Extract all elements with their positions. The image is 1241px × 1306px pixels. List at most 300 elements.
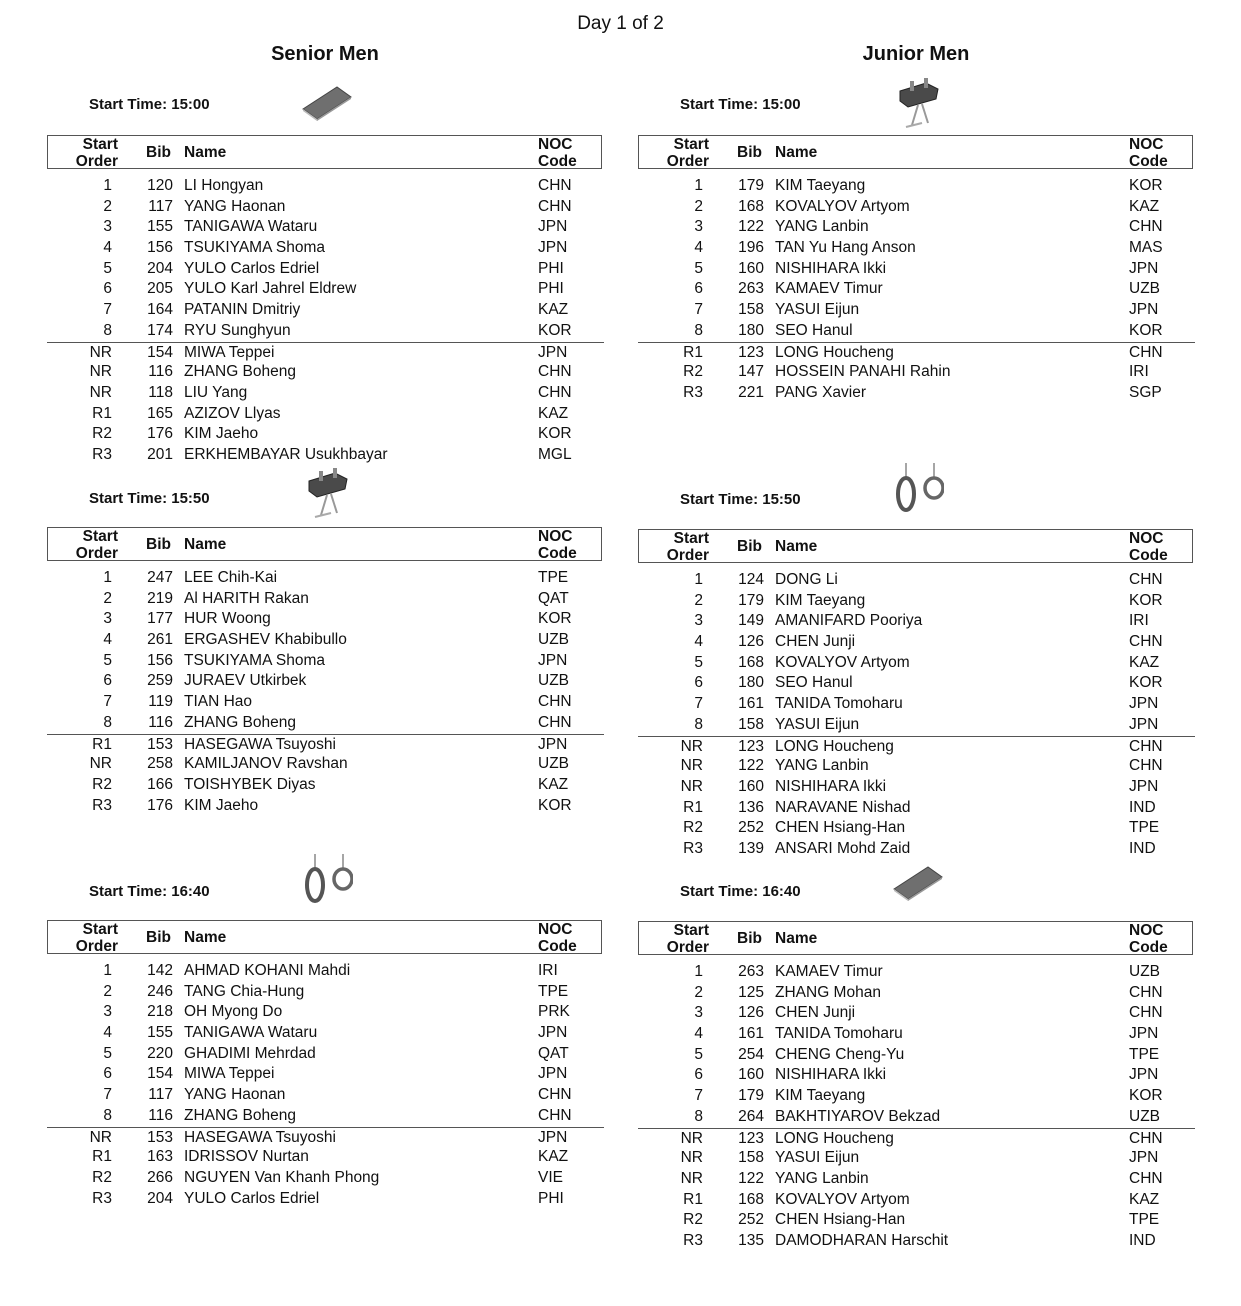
table-row [47, 982, 604, 1003]
noc-code: SGP [1129, 383, 1162, 401]
bib-number: 139 [738, 839, 764, 857]
bib-number: 180 [738, 321, 764, 339]
noc-code: PHI [538, 259, 564, 277]
noc-code: IND [1129, 798, 1156, 816]
start-order: 7 [103, 301, 112, 319]
header-start-order [639, 136, 709, 170]
table-row [638, 1107, 1195, 1128]
start-list [638, 570, 1195, 860]
bib-number: 259 [147, 672, 173, 690]
header-order-label: Order [75, 938, 118, 955]
table-row [638, 839, 1195, 860]
start-time: Start Time: 15:00 [680, 96, 801, 113]
table-header [638, 529, 1193, 563]
header-name: Name [184, 536, 227, 553]
table-row [638, 736, 1195, 757]
bib-number: 258 [147, 755, 173, 773]
athlete-name: LONG Houcheng [775, 343, 894, 361]
header-start-order [48, 136, 118, 170]
header-start-label: Start [82, 136, 118, 153]
table-row [47, 238, 604, 259]
header-start-order [48, 528, 118, 562]
start-order: 8 [694, 1107, 703, 1125]
athlete-name: DAMODHARAN Harschit [775, 1231, 949, 1249]
bib-number: 160 [738, 259, 764, 277]
table-row [638, 756, 1195, 777]
table-row [47, 692, 604, 713]
athlete-name: ZHANG Mohan [775, 983, 881, 1001]
athlete-name: ZHANG Boheng [184, 713, 296, 731]
start-order: 8 [103, 713, 112, 731]
start-order: NR [680, 757, 703, 775]
header-start-label: Start [673, 136, 709, 153]
start-order: NR [680, 737, 703, 755]
start-order: 1 [694, 571, 703, 588]
header-noc-label: NOC [538, 921, 573, 938]
noc-code: KAZ [1129, 197, 1160, 215]
bib-number: 120 [147, 177, 173, 194]
noc-code: QAT [538, 1044, 569, 1062]
bib-number: 176 [147, 425, 173, 443]
athlete-name: PANG Xavier [775, 383, 867, 401]
noc-code: CHN [538, 197, 572, 215]
noc-code: CHN [538, 383, 572, 401]
table-row [638, 1128, 1195, 1149]
start-order: 3 [103, 610, 112, 628]
noc-code: KOR [538, 321, 572, 339]
bib-number: 204 [147, 1189, 173, 1207]
noc-code: PHI [538, 280, 564, 298]
header-code-label: Code [538, 153, 577, 170]
header-order-label: Order [75, 545, 118, 562]
header-noc-code [538, 528, 577, 562]
athlete-name: OH Myong Do [184, 1003, 283, 1021]
noc-code: KOR [538, 425, 572, 443]
table-row [638, 673, 1195, 694]
bib-number: 221 [738, 383, 764, 401]
table-row [638, 715, 1195, 736]
start-order: R3 [92, 796, 112, 814]
rings-icon [297, 854, 353, 913]
table-row [47, 197, 604, 218]
start-order: 3 [694, 1004, 703, 1022]
athlete-name: CHEN Hsiang-Han [775, 819, 906, 837]
noc-code: KAZ [538, 404, 569, 422]
bib-number: 153 [147, 735, 173, 753]
noc-code: JPN [1129, 695, 1159, 713]
floor-icon [890, 863, 946, 908]
noc-code: QAT [538, 589, 569, 607]
athlete-name: YANG Lanbin [775, 1169, 869, 1187]
athlete-name: MIWA Teppei [184, 1065, 275, 1083]
bib-number: 122 [738, 757, 764, 775]
athlete-name: NISHIHARA Ikki [775, 1066, 887, 1084]
table-row [47, 300, 604, 321]
noc-code: UZB [1129, 1107, 1160, 1125]
header-noc-label: NOC [538, 528, 573, 545]
table-row [47, 259, 604, 280]
bib-number: 153 [147, 1128, 173, 1146]
table-row [47, 1064, 604, 1085]
bib-number: 168 [738, 653, 764, 671]
athlete-name: YULO Carlos Edriel [184, 1189, 320, 1207]
bib-number: 158 [738, 1149, 764, 1167]
start-order: 8 [694, 321, 703, 339]
noc-code: IND [1129, 839, 1156, 857]
start-order: 8 [694, 715, 703, 733]
table-row [47, 775, 604, 796]
start-order: R3 [683, 1231, 703, 1249]
athlete-name: ERKHEMBAYAR Usukhbayar [184, 445, 388, 463]
bib-number: 147 [738, 363, 764, 381]
athlete-name: RYU Sunghyun [184, 321, 291, 339]
athlete-name: KAMILJANOV Ravshan [184, 755, 348, 773]
table-row [638, 632, 1195, 653]
start-order: 4 [694, 1025, 703, 1043]
table-row [47, 1002, 604, 1023]
noc-code: CHN [1129, 983, 1163, 1001]
noc-code: CHN [1129, 1129, 1163, 1147]
bib-number: 179 [738, 177, 764, 194]
athlete-name: TOISHYBEK Diyas [184, 775, 316, 793]
noc-code: CHN [1129, 343, 1163, 361]
athlete-name: TANIDA Tomoharu [775, 1025, 903, 1043]
noc-code: IRI [1129, 363, 1149, 381]
athlete-name: TANIDA Tomoharu [775, 695, 903, 713]
noc-code: CHN [538, 1086, 572, 1104]
bib-number: 164 [147, 301, 173, 319]
bib-number: 126 [738, 633, 764, 651]
bib-number: 179 [738, 1087, 764, 1105]
start-order: NR [89, 1128, 112, 1146]
start-order: 1 [694, 963, 703, 980]
start-order: 3 [103, 218, 112, 236]
noc-code: TPE [1129, 1211, 1160, 1229]
start-order: 5 [103, 259, 112, 277]
athlete-name: AMANIFARD Pooriya [775, 612, 923, 630]
header-name: Name [184, 144, 227, 161]
noc-code: KOR [1129, 591, 1163, 609]
table-row [47, 961, 604, 982]
athlete-name: YANG Haonan [184, 1086, 286, 1104]
start-order: R1 [683, 798, 703, 816]
table-row [638, 217, 1195, 238]
bib-number: 154 [147, 343, 173, 361]
junior-men-title: Junior Men [862, 43, 970, 65]
table-row [638, 1210, 1195, 1231]
athlete-name: AZIZOV Llyas [184, 404, 281, 422]
athlete-name: TANG Chia-Hung [184, 982, 305, 1000]
athlete-name: YASUI Eijun [775, 301, 860, 319]
header-start-label: Start [673, 922, 709, 939]
table-row [47, 383, 604, 404]
bib-number: 205 [147, 280, 173, 298]
start-order: NR [680, 1129, 703, 1147]
table-row [47, 176, 604, 197]
bib-number: 117 [148, 197, 173, 215]
table-row [47, 734, 604, 755]
athlete-name: HUR Woong [184, 610, 271, 628]
start-order: R3 [683, 839, 703, 857]
noc-code: JPN [538, 239, 568, 257]
noc-code: KOR [538, 796, 572, 814]
table-row [47, 754, 604, 775]
start-order: 7 [694, 301, 703, 319]
start-order: 4 [694, 633, 703, 651]
start-order: NR [89, 343, 112, 361]
noc-code: KAZ [1129, 1190, 1160, 1208]
header-code-label: Code [538, 938, 577, 955]
start-order: 4 [103, 631, 112, 649]
start-order: NR [680, 1149, 703, 1167]
bib-number: 119 [148, 693, 173, 711]
table-row [47, 445, 604, 466]
bib-number: 219 [147, 589, 173, 607]
header-name: Name [775, 930, 818, 947]
bib-number: 180 [738, 674, 764, 692]
noc-code: UZB [538, 755, 569, 773]
noc-code: JPN [538, 218, 568, 236]
noc-code: UZB [538, 672, 569, 690]
athlete-name: IDRISSOV Nurtan [184, 1148, 309, 1166]
table-row [47, 589, 604, 610]
athlete-name: LONG Houcheng [775, 737, 894, 755]
start-order: 2 [694, 983, 703, 1001]
bib-number: 156 [147, 651, 173, 669]
header-start-label: Start [82, 528, 118, 545]
athlete-name: LI Hongyan [184, 177, 264, 194]
start-time: Start Time: 16:40 [89, 883, 210, 900]
bib-number: 158 [738, 715, 764, 733]
table-header [47, 527, 602, 561]
table-row [47, 1023, 604, 1044]
header-order-label: Order [666, 939, 709, 956]
athlete-name: JURAEV Utkirbek [184, 672, 307, 690]
noc-code: JPN [538, 651, 568, 669]
table-row [638, 259, 1195, 280]
table-row [47, 568, 604, 589]
table-row [638, 1190, 1195, 1211]
table-row [638, 321, 1195, 342]
athlete-name: YULO Carlos Edriel [184, 259, 320, 277]
bib-number: 154 [147, 1065, 173, 1083]
start-order: 6 [694, 674, 703, 692]
start-order: R2 [92, 775, 112, 793]
start-order: 3 [103, 1003, 112, 1021]
bib-number: 160 [738, 777, 764, 795]
noc-code: PRK [538, 1003, 570, 1021]
start-list [47, 176, 604, 466]
bib-number: 122 [738, 1169, 764, 1187]
table-row [638, 570, 1195, 591]
start-order: 5 [103, 651, 112, 669]
table-row [638, 591, 1195, 612]
start-order: 8 [103, 321, 112, 339]
table-row [47, 1127, 604, 1148]
athlete-name: MIWA Teppei [184, 343, 275, 361]
bib-number: 116 [148, 713, 173, 731]
table-row [638, 983, 1195, 1004]
table-row [47, 279, 604, 300]
bib-number: 263 [738, 963, 764, 980]
table-row [47, 630, 604, 651]
bib-number: 252 [738, 1211, 764, 1229]
table-row [638, 1003, 1195, 1024]
bib-number: 158 [738, 301, 764, 319]
athlete-name: TANIGAWA Wataru [184, 218, 318, 236]
table-row [47, 362, 604, 383]
noc-code: KAZ [538, 301, 569, 319]
floor-icon [299, 83, 355, 128]
table-row [47, 424, 604, 445]
bib-number: 247 [147, 569, 173, 586]
start-order: R2 [92, 425, 112, 443]
athlete-name: KIM Taeyang [775, 177, 866, 194]
table-row [638, 362, 1195, 383]
start-order: R2 [92, 1168, 112, 1186]
table-row [47, 1168, 604, 1189]
start-list [47, 961, 604, 1209]
start-order: 6 [103, 280, 112, 298]
bib-number: 160 [738, 1066, 764, 1084]
start-order: 1 [103, 177, 112, 194]
noc-code: JPN [538, 735, 568, 753]
table-row [638, 1065, 1195, 1086]
header-code-label: Code [538, 545, 577, 562]
start-order: 2 [694, 591, 703, 609]
start-order: NR [89, 383, 112, 401]
athlete-name: KIM Taeyang [775, 591, 866, 609]
start-order: 4 [694, 239, 703, 257]
start-order: R1 [92, 735, 112, 753]
table-row [638, 342, 1195, 363]
start-time: Start Time: 15:50 [89, 490, 210, 507]
noc-code: CHN [1129, 218, 1163, 236]
noc-code: CHN [1129, 633, 1163, 651]
athlete-name: KAMAEV Timur [775, 963, 883, 980]
start-order: 6 [103, 1065, 112, 1083]
athlete-name: KIM Jaeho [184, 425, 259, 443]
table-row [47, 404, 604, 425]
table-row [638, 1086, 1195, 1107]
table-row [47, 217, 604, 238]
start-order: 7 [103, 693, 112, 711]
noc-code: JPN [538, 1128, 568, 1146]
noc-code: IRI [1129, 612, 1149, 630]
noc-code: KOR [538, 610, 572, 628]
athlete-name: HASEGAWA Tsuyoshi [184, 735, 336, 753]
athlete-name: KIM Jaeho [184, 796, 259, 814]
table-row [47, 651, 604, 672]
noc-code: UZB [1129, 280, 1160, 298]
bib-number: 264 [738, 1107, 764, 1125]
start-order: NR [89, 363, 112, 381]
start-order: 1 [103, 962, 112, 979]
athlete-name: TSUKIYAMA Shoma [184, 239, 325, 257]
bib-number: 149 [738, 612, 764, 630]
athlete-name: YASUI Eijun [775, 715, 860, 733]
bib-number: 263 [738, 280, 764, 298]
start-order: 8 [103, 1106, 112, 1124]
noc-code: KOR [1129, 321, 1163, 339]
athlete-name: KIM Taeyang [775, 1087, 866, 1105]
noc-code: PHI [538, 1189, 564, 1207]
start-order: 5 [103, 1044, 112, 1062]
header-noc-code [1129, 136, 1168, 170]
athlete-name: CHEN Junji [775, 633, 856, 651]
noc-code: TPE [538, 569, 569, 586]
start-order: R3 [683, 383, 703, 401]
bib-number: 176 [147, 796, 173, 814]
bib-number: 179 [738, 591, 764, 609]
noc-code: KOR [1129, 1087, 1163, 1105]
bib-number: 168 [738, 1190, 764, 1208]
bib-number: 123 [738, 343, 764, 361]
athlete-name: DONG Li [775, 571, 838, 588]
noc-code: CHN [1129, 737, 1163, 755]
header-start-order [639, 530, 709, 564]
bib-number: 117 [148, 1086, 173, 1104]
noc-code: IRI [538, 962, 558, 979]
table-row [638, 962, 1195, 983]
header-bib: Bib [737, 538, 762, 555]
start-order: 4 [103, 239, 112, 257]
bib-number: 142 [147, 962, 173, 979]
noc-code: JPN [1129, 777, 1159, 795]
bib-number: 118 [148, 383, 173, 401]
table-header [47, 920, 602, 954]
table-row [47, 1085, 604, 1106]
athlete-name: LONG Houcheng [775, 1129, 894, 1147]
start-order: 7 [694, 695, 703, 713]
noc-code: TPE [1129, 819, 1160, 837]
start-order: R2 [683, 363, 703, 381]
bib-number: 254 [738, 1045, 764, 1063]
start-time: Start Time: 16:40 [680, 883, 801, 900]
bib-number: 116 [148, 363, 173, 381]
table-row [638, 1045, 1195, 1066]
athlete-name: YANG Lanbin [775, 757, 869, 775]
table-row [638, 653, 1195, 674]
header-code-label: Code [1129, 939, 1168, 956]
table-row [47, 713, 604, 734]
table-row [638, 777, 1195, 798]
header-noc-code [1129, 530, 1168, 564]
table-row [638, 694, 1195, 715]
table-row [47, 1147, 604, 1168]
header-noc-label: NOC [1129, 530, 1164, 547]
table-row [47, 1106, 604, 1127]
athlete-name: NARAVANE Nishad [775, 798, 911, 816]
start-order: R2 [683, 819, 703, 837]
header-name: Name [775, 144, 818, 161]
bib-number: 252 [738, 819, 764, 837]
bib-number: 177 [147, 610, 173, 628]
bib-number: 166 [147, 775, 173, 793]
start-order: NR [680, 1169, 703, 1187]
athlete-name: PATANIN Dmitriy [184, 301, 301, 319]
bib-number: 123 [738, 737, 764, 755]
header-name: Name [184, 929, 227, 946]
noc-code: TPE [538, 982, 569, 1000]
table-row [638, 798, 1195, 819]
noc-code: KAZ [1129, 653, 1160, 671]
start-order: 2 [694, 197, 703, 215]
noc-code: CHN [538, 363, 572, 381]
athlete-name: CHENG Cheng-Yu [775, 1045, 905, 1063]
header-bib: Bib [146, 536, 171, 553]
start-order: 6 [694, 1066, 703, 1084]
